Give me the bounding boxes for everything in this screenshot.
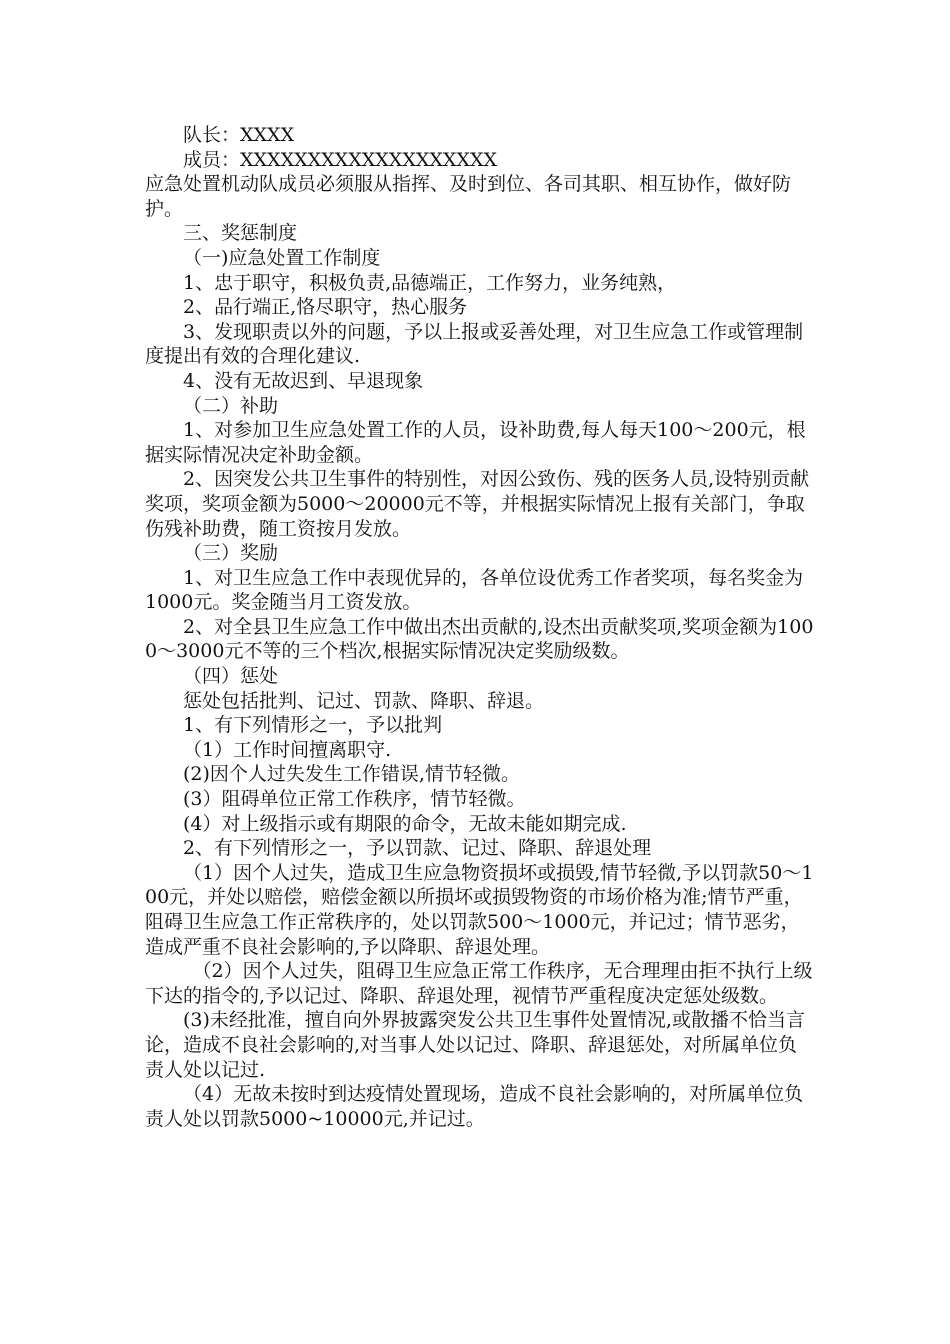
paragraph: （2）因个人过失，阻碍卫生应急正常工作秩序，无合理理由拒不执行上级下达的指令的,予以记过、降职、辞退处理，视情节严重程度决定惩处级数。 <box>145 960 813 1007</box>
paragraph: 4、没有无故迟到、早退现象 <box>183 369 424 392</box>
paragraph: 2、品行端正,恪尽职守，热心服务 <box>183 296 468 319</box>
paragraph: 惩处包括批判、记过、罚款、降职、辞退。 <box>183 689 545 712</box>
paragraph: （四）惩处 <box>183 665 279 688</box>
paragraph: 应急处置机动队成员必须服从指挥、及时到位、各司其职、相互协作，做好防护。 <box>145 173 792 220</box>
paragraph: (2)因个人过失发生工作错误,情节轻微。 <box>183 763 520 786</box>
paragraph: (4）对上级指示或有期限的命令，无故未能如期完成. <box>183 812 627 835</box>
paragraph: 1、对卫生应急工作中表现优异的，各单位设优秀工作者奖项，每名奖金为1000元。奖金随当月工资发放。 <box>145 566 804 614</box>
paragraph: 1、有下列情形之一，予以批判 <box>183 714 443 737</box>
paragraph: （4）无故未按时到达疫情处置现场，造成不良社会影响的，对所属单位负责人处以罚款5000~10000元,并记过。 <box>145 1083 804 1130</box>
document-body <box>145 123 815 1131</box>
paragraph: （二）补助 <box>183 394 279 417</box>
paragraph: 三、奖惩制度 <box>183 222 298 245</box>
paragraph: 2、有下列情形之一，予以罚款、记过、降职、辞退处理 <box>183 837 652 860</box>
paragraph: 队长：XXXX <box>183 124 295 146</box>
paragraph: （1）工作时间擅离职守. <box>183 738 392 761</box>
paragraph: （三）奖励 <box>183 542 279 565</box>
paragraph: 1、对参加卫生应急处置工作的人员，设补助费,每人每天100～200元，根据实际情况决定补助金额。 <box>145 419 806 466</box>
paragraph: 2、因突发公共卫生事件的特别性，对因公致伤、残的医务人员,设特别贡献奖项，奖项金额为5000～20000元不等，并根据实际情况上报有关部门，争取伤残补助费，随工资按月发放。 <box>145 468 810 540</box>
paragraph: 2、对全县卫生应急工作中做出杰出贡献的,设杰出贡献奖项,奖项金额为1000～3000元不等的三个档次,根据实际情况决定奖励级数。 <box>145 615 814 663</box>
paragraph: 1、忠于职守，积极负责,品德端正，工作努力，业务纯熟， <box>183 271 677 294</box>
paragraph: 成员：XXXXXXXXXXXXXXXXXXX <box>183 148 498 171</box>
paragraph: （一)应急处置工作制度 <box>183 246 381 269</box>
paragraph: （1）因个人过失，造成卫生应急物资损坏或损毁,情节轻微,予以罚款50～100元，并处以赔偿，赔偿金额以所损坏或损毁物资的市场价格为准;情节严重，阻碍卫生应急工作正常秩序的，处以罚款500～1000元，并记过；情节恶劣，造成严重不良社会影响的,予以降职、辞退处理。 <box>145 861 814 958</box>
paragraph: 3、发现职责以外的问题，予以上报或妥善处理，对卫生应急工作或管理制度提出有效的合理化建议. <box>145 320 804 368</box>
paragraph: (3)未经批准，擅自向外界披露突发公共卫生事件处置情况,或散播不恰当言论，造成不良社会影响的,对当事人处以记过、降职、辞退惩处，对所属单位负责人处以记过. <box>145 1009 805 1081</box>
paragraph: (3）阻碍单位正常工作秩序，情节轻微。 <box>183 788 526 811</box>
